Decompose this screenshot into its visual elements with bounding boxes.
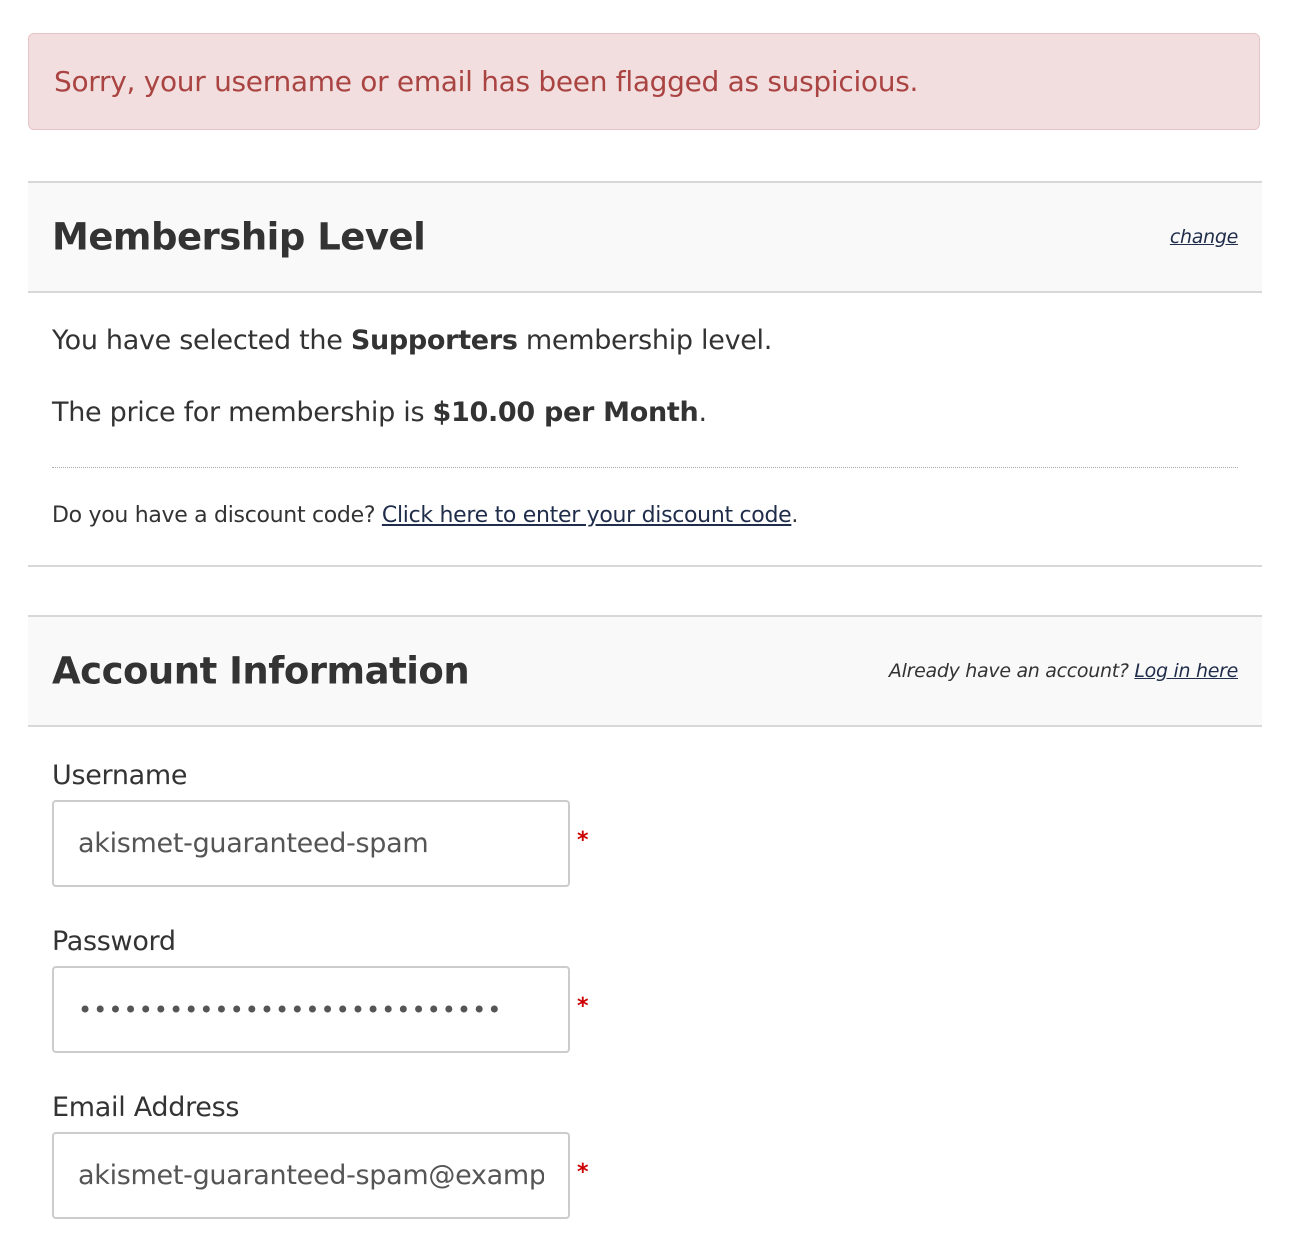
account-information-header — [28, 615, 1262, 727]
selected-level-prefix: You have selected the — [52, 325, 351, 356]
membership-level-title: Membership Level — [52, 215, 426, 259]
username-input[interactable] — [52, 800, 570, 887]
price-prefix: The price for membership is — [52, 397, 433, 428]
level-name: Supporters — [350, 325, 518, 356]
login-prompt-text: Already have an account? — [888, 660, 1135, 682]
email-address-label: Email Address — [52, 1092, 240, 1123]
username-label: Username — [52, 760, 188, 791]
password-label: Password — [52, 926, 176, 957]
selected-level-text — [52, 325, 772, 356]
price-suffix: . — [698, 397, 707, 428]
price-text — [52, 397, 707, 428]
account-information-title: Account Information — [52, 649, 470, 693]
email-address-input[interactable] — [52, 1132, 570, 1219]
price-value: $10.00 per Month — [432, 397, 699, 428]
email-required-marker: * — [577, 1160, 589, 1185]
login-link[interactable]: Log in here — [1134, 660, 1238, 682]
selected-level-suffix: membership level. — [517, 325, 773, 356]
discount-prompt-text: Do you have a discount code? — [52, 503, 382, 528]
password-input[interactable] — [52, 966, 570, 1053]
change-level-container — [1170, 226, 1238, 248]
section-divider — [28, 565, 1262, 567]
change-level-link[interactable]: change — [1169, 226, 1238, 248]
login-prompt — [889, 660, 1238, 682]
discount-code-link[interactable]: Click here to enter your discount code — [381, 503, 792, 528]
alert-message: Sorry, your username or email has been flagged as suspicious. — [54, 65, 919, 98]
membership-level-header — [28, 181, 1262, 293]
dotted-divider — [52, 467, 1238, 468]
discount-code-prompt — [52, 503, 798, 528]
password-required-marker: * — [577, 994, 589, 1019]
error-alert — [28, 33, 1260, 130]
username-required-marker: * — [577, 828, 589, 853]
discount-suffix: . — [791, 503, 799, 528]
